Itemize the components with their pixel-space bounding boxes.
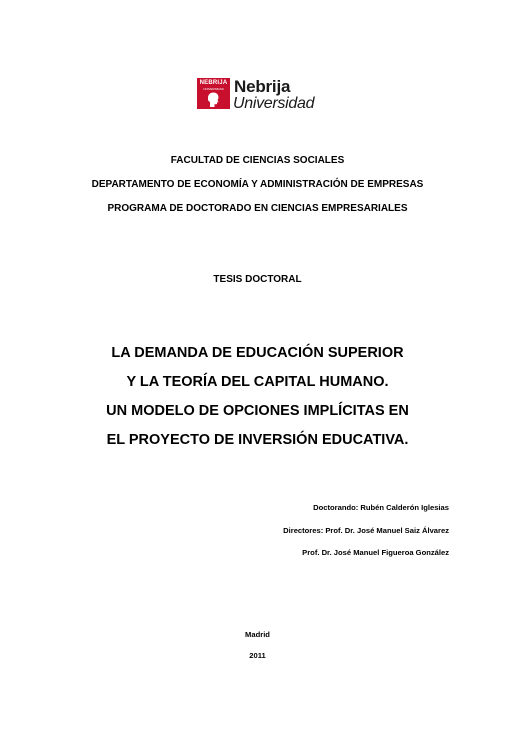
- thesis-title-line: Y LA TEORÍA DEL CAPITAL HUMANO.: [126, 374, 389, 390]
- profile-head-icon: [206, 91, 221, 107]
- publication-year: 2011: [249, 651, 266, 660]
- university-logo: [197, 78, 315, 114]
- thesis-title-line: EL PROYECTO DE INVERSIÓN EDUCATIVA.: [106, 432, 409, 448]
- logo-badge: [197, 78, 230, 109]
- document-type: TESIS DOCTORAL: [213, 274, 302, 285]
- thesis-directors: Directores: Prof. Dr. José Manuel Saiz Álvarez: [283, 526, 449, 535]
- thesis-title-line: UN MODELO DE OPCIONES IMPLÍCITAS EN: [106, 403, 409, 419]
- logo-badge-sub: UNIVERSIDAD: [203, 87, 224, 91]
- doctoral-candidate: Doctorando: Rubén Calderón Iglesias: [313, 503, 449, 512]
- publication-place: Madrid: [245, 630, 270, 639]
- logo-brand-name: Nebrija: [234, 77, 291, 96]
- logo-brand-subtitle: Universidad: [233, 95, 315, 112]
- thesis-title-line: LA DEMANDA DE EDUCACIÓN SUPERIOR: [111, 345, 404, 361]
- thesis-codirector: Prof. Dr. José Manuel Figueroa González: [302, 548, 449, 557]
- program-heading: PROGRAMA DE DOCTORADO EN CIENCIAS EMPRESARIALES: [107, 203, 408, 214]
- logo-badge-name: NEBRIJA: [199, 80, 228, 86]
- faculty-heading: FACULTAD DE CIENCIAS SOCIALES: [170, 155, 345, 166]
- department-heading: DEPARTAMENTO DE ECONOMÍA Y ADMINISTRACIÓN DE EMPRESAS: [91, 179, 424, 190]
